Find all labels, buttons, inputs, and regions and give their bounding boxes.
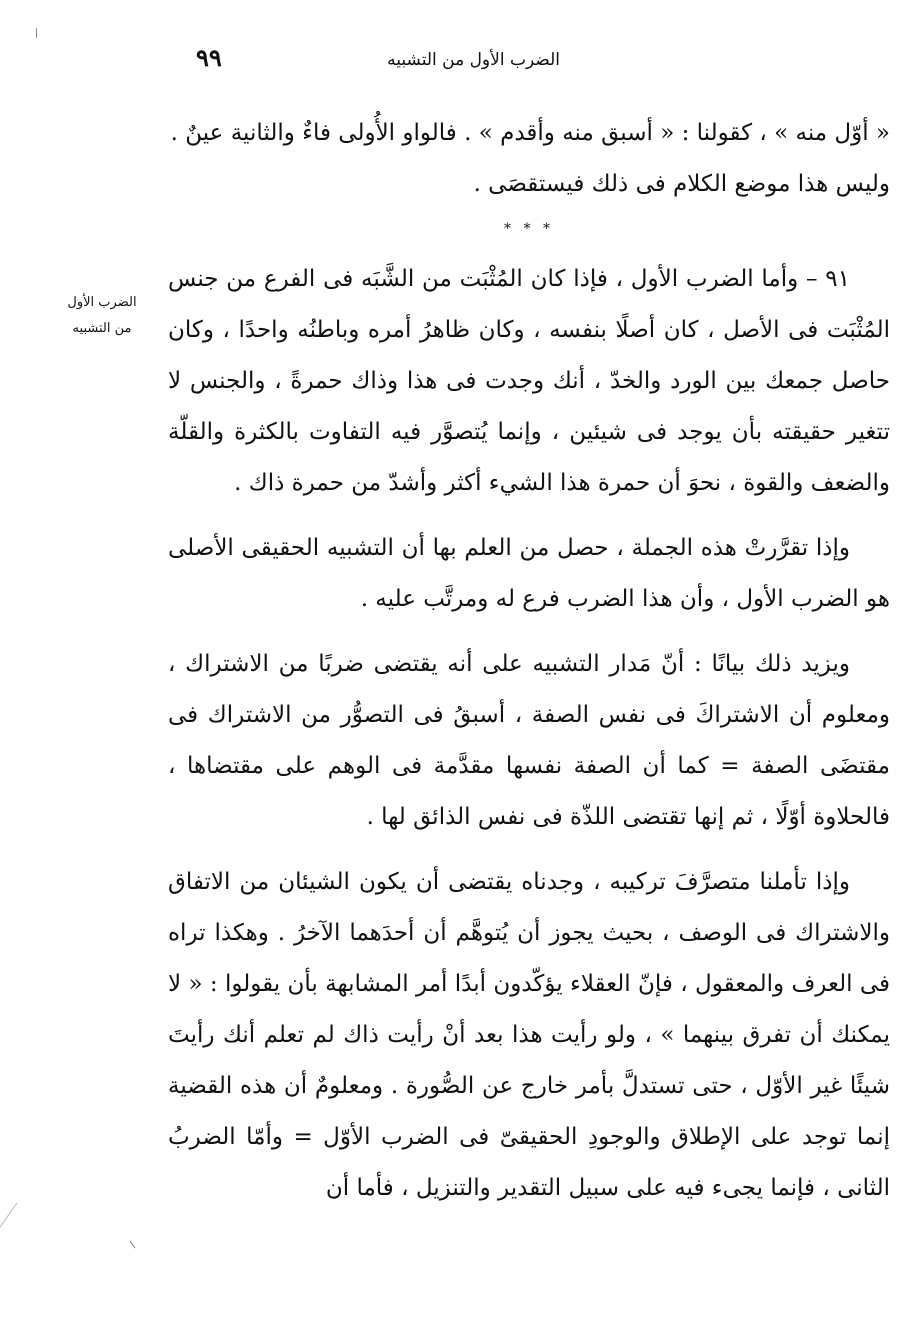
- body-text: [168, 108, 890, 1214]
- paragraph-gap: [168, 843, 890, 857]
- paragraph-gap: [168, 625, 890, 639]
- running-title: الضرب الأول من التشبيه: [387, 50, 560, 70]
- paragraph: ويزيد ذلك بيانًا : أنّ مَدار التشبيه على أنه يقتضى ضربًا من الاشتراك ، ومعلوم أن الاشتراكَ فى نفس الصفة ، أسبقُ فى التصوُّر من الاشتراك فى مقتضَى الصفة = كما أن الصفة نفسها مقدَّمة فى الوهم على مقتضاها ، فالحلاوة أوّلًا ، ثم إنها تقتضى اللذّة فى نفس الذائق لها .: [168, 651, 890, 830]
- running-header: [170, 44, 890, 80]
- margin-note: الضرب الأول من التشبيه: [67, 295, 137, 336]
- page-number: ٩٩: [196, 43, 222, 72]
- scan-artifact: [0, 1202, 18, 1227]
- scan-artifact: [36, 28, 37, 38]
- scan-artifact: [130, 1241, 136, 1249]
- paragraph: وإذا تأملنا متصرَّفَ تركيبه ، وجدناه يقتضى أن يكون الشيئان من الاتفاق والاشتراك فى الوصف ، بحيث يجوز أن يُتوهَّم أن أحدَهما الآخرُ . وهكذا تراه فى العرف والمعقول ، فإنّ العقلاء يؤكّدون أبدًا أمر المشابهة بأن يقولوا : « لا يمكنك أن تفرق بينهما » ، ولو رأيت هذا بعد أنْ رأيت ذاك لم تعلم أنك رأيتَ شيئًا غير الأوّل ، حتى تستدلَّ بأمر خارج عن الصُّورة . ومعلومٌ أن هذه القضية إنما توجد على الإطلاق والوجودِ الحقيقىّ فى الضرب الأوّل = وأمّا الضربُ الثانى ، فإنما يجىء فيه على سبيل التقدير والتنزيل ، فأما أن: [168, 869, 890, 1201]
- paragraph-gap: [168, 509, 890, 523]
- section-separator: * * *: [504, 221, 554, 237]
- paragraph-91: ٩١ – وأما الضرب الأول ، فإذا كان المُثْبَت من الشَّبَه فى الفرع من جنس المُثْبَت فى الأصل ، كان أصلًا بنفسه ، وكان ظاهرُ أمره وباطنُه واحدًا ، وكان حاصل جمعك بين الورد والخدّ ، أنك وجدت فى هذا وذاك حمرةً ، والجنس لا تتغير حقيقته بأن يوجد فى شيئين ، وإنما يُتصوَّر فيه التفاوت بالكثرة والقلّة والضعف والقوة ، نحوَ أن حمرة هذا الشيء أكثر وأشدّ من حمرة ذاك .: [168, 266, 890, 496]
- paragraph: وإذا تقرَّرتْ هذه الجملة ، حصل من العلم بها أن التشبيه الحقيقى الأصلى هو الضرب الأول ، وأن هذا الضرب فرع له ومرتَّب عليه .: [168, 535, 890, 612]
- paragraph-continuation: « أوّل منه » ، كقولنا : « أسبق منه وأقدم » . فالواو الأُولى فاءٌ والثانية عينٌ . وليس هذا موضع الكلام فى ذلك فيستقصَى .: [170, 120, 890, 197]
